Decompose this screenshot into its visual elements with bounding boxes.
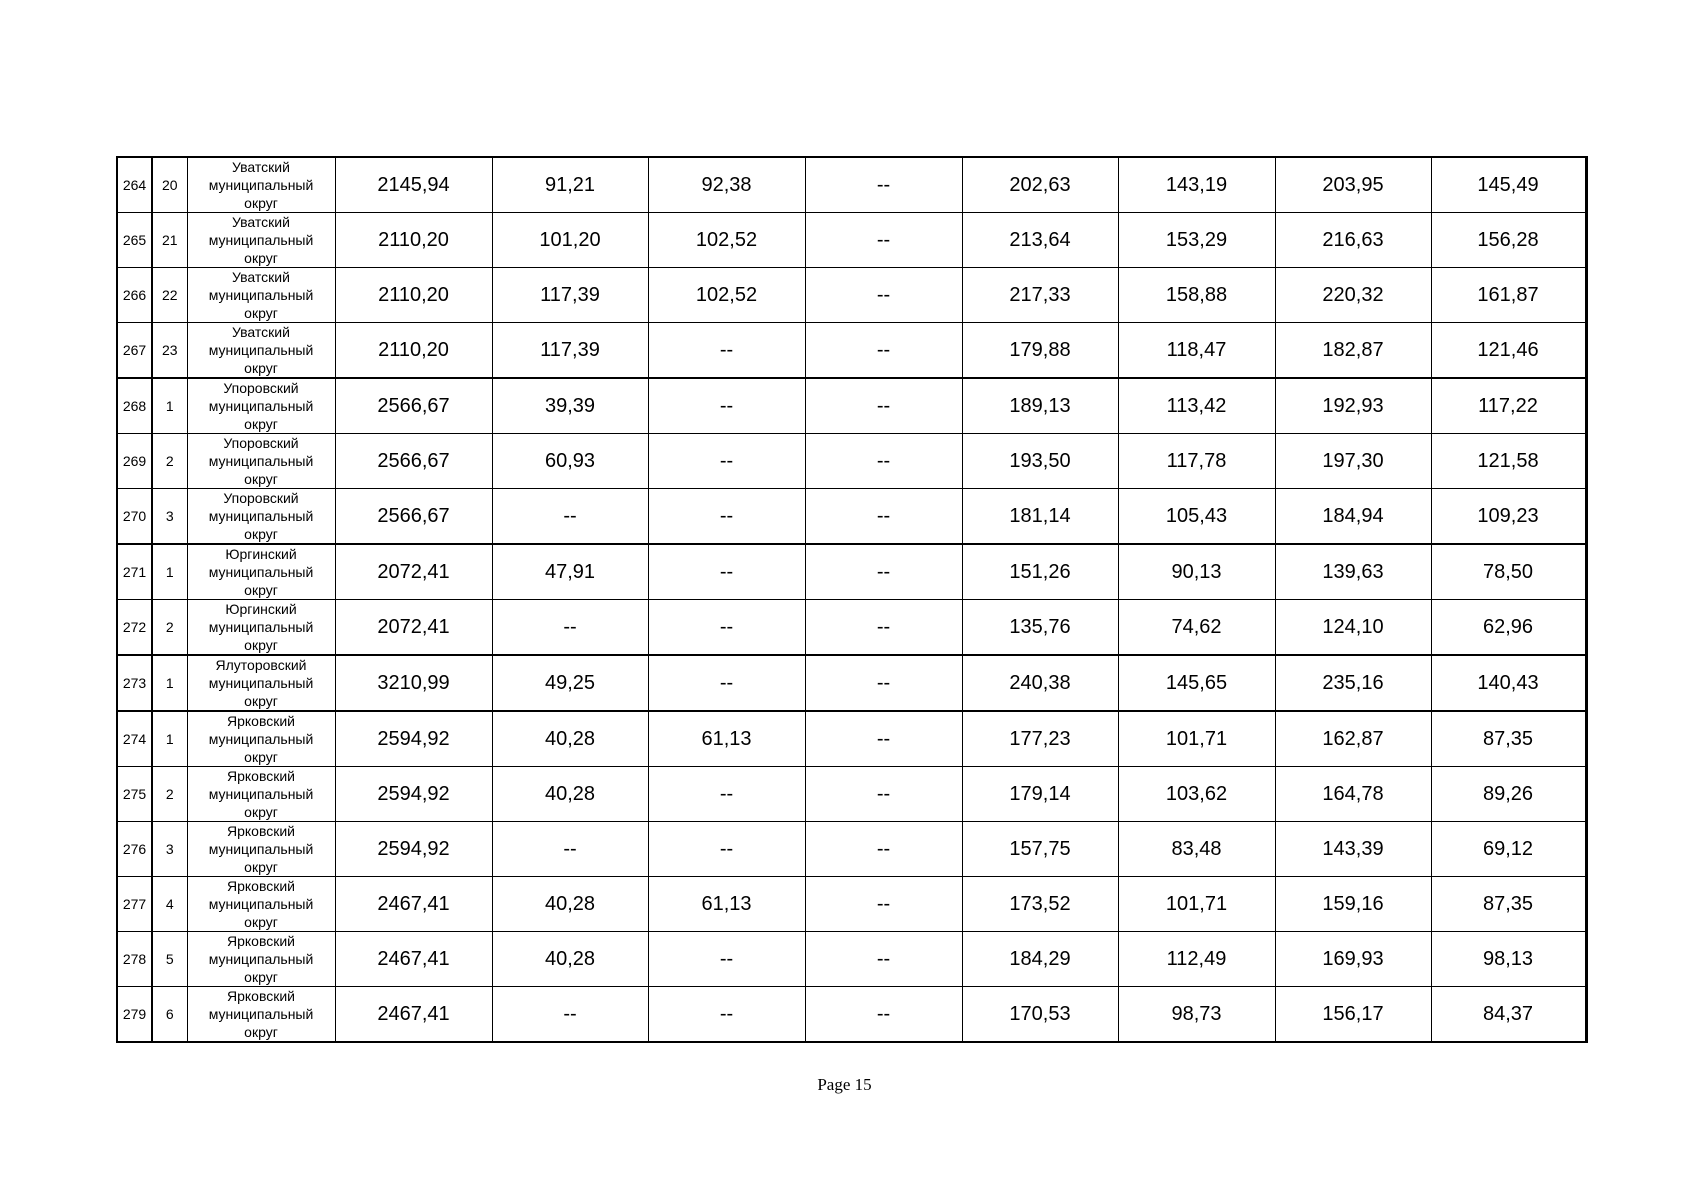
value-cell: -- — [648, 822, 805, 877]
sub-number-cell: 6 — [152, 987, 187, 1043]
value-cell: 182,87 — [1275, 323, 1431, 379]
municipality-name-cell — [187, 711, 335, 767]
value-cell: -- — [805, 767, 962, 822]
municipality-name-line: муниципальный — [208, 508, 314, 524]
value-cell: 140,43 — [1431, 655, 1586, 711]
value-cell: 184,29 — [962, 932, 1118, 987]
municipality-name-line: муниципальный — [208, 287, 314, 303]
municipality-name-line: муниципальный — [208, 786, 314, 802]
municipality-name-line: Упоровский — [223, 435, 299, 451]
value-cell: 156,17 — [1275, 987, 1431, 1043]
value-cell: 2566,67 — [335, 434, 492, 489]
value-cell: 145,65 — [1118, 655, 1275, 711]
value-cell: 197,30 — [1275, 434, 1431, 489]
municipality-name-line: Ярковский — [226, 988, 295, 1004]
value-cell: 143,19 — [1118, 157, 1275, 213]
table-row — [117, 655, 1586, 711]
value-cell: 92,38 — [648, 157, 805, 213]
municipality-name-cell — [187, 268, 335, 323]
table-row — [117, 711, 1586, 767]
value-cell: -- — [805, 600, 962, 656]
value-cell: -- — [805, 932, 962, 987]
municipality-name-cell — [187, 932, 335, 987]
value-cell: 60,93 — [492, 434, 648, 489]
sub-number-cell: 22 — [152, 268, 187, 323]
value-cell: 3210,99 — [335, 655, 492, 711]
row-number-cell: 274 — [117, 711, 152, 767]
municipality-name-line: округ — [244, 471, 278, 487]
municipality-name-line: округ — [244, 416, 278, 432]
row-number-cell: 271 — [117, 544, 152, 600]
value-cell: -- — [805, 268, 962, 323]
row-number-cell: 266 — [117, 268, 152, 323]
sub-number-cell: 4 — [152, 877, 187, 932]
municipality-name-cell — [187, 544, 335, 600]
row-number-cell: 278 — [117, 932, 152, 987]
value-cell: -- — [805, 378, 962, 434]
value-cell: -- — [648, 987, 805, 1043]
value-cell: -- — [648, 767, 805, 822]
row-number-cell: 272 — [117, 600, 152, 656]
municipality-name-cell — [187, 489, 335, 545]
municipality-name-line: округ — [244, 637, 278, 653]
municipality-name-line: округ — [244, 969, 278, 985]
row-number-cell: 273 — [117, 655, 152, 711]
municipality-name-cell — [187, 877, 335, 932]
value-cell: 40,28 — [492, 767, 648, 822]
municipality-name-line: муниципальный — [208, 675, 314, 691]
row-number-cell: 275 — [117, 767, 152, 822]
municipality-name-line: муниципальный — [208, 177, 314, 193]
value-cell: 40,28 — [492, 711, 648, 767]
page-number: Page 15 — [817, 1075, 872, 1094]
municipality-name-line: муниципальный — [208, 841, 314, 857]
value-cell: 179,88 — [962, 323, 1118, 379]
municipality-name-line: Ярковский — [226, 713, 295, 729]
municipality-name-cell — [187, 987, 335, 1043]
municipality-name-line: округ — [244, 859, 278, 875]
value-cell: -- — [805, 544, 962, 600]
value-cell: 109,23 — [1431, 489, 1586, 545]
sub-number-cell: 1 — [152, 655, 187, 711]
municipality-name-line: Уватский — [232, 159, 290, 175]
value-cell: 2110,20 — [335, 323, 492, 379]
value-cell: -- — [805, 987, 962, 1043]
municipality-name-line: Уватский — [232, 324, 290, 340]
municipality-name-line: муниципальный — [208, 564, 314, 580]
value-cell: 101,71 — [1118, 711, 1275, 767]
value-cell: 101,71 — [1118, 877, 1275, 932]
value-cell: 2145,94 — [335, 157, 492, 213]
value-cell: -- — [648, 655, 805, 711]
value-cell: 139,63 — [1275, 544, 1431, 600]
municipality-name-cell — [187, 213, 335, 268]
sub-number-cell: 1 — [152, 711, 187, 767]
value-cell: 158,88 — [1118, 268, 1275, 323]
table-body — [117, 157, 1586, 1042]
table-row — [117, 434, 1586, 489]
value-cell: 102,52 — [648, 268, 805, 323]
value-cell: 2594,92 — [335, 767, 492, 822]
value-cell: 2072,41 — [335, 600, 492, 656]
value-cell: 170,53 — [962, 987, 1118, 1043]
row-number-cell: 277 — [117, 877, 152, 932]
table-row — [117, 822, 1586, 877]
table-row — [117, 489, 1586, 545]
value-cell: 90,13 — [1118, 544, 1275, 600]
value-cell: 2467,41 — [335, 877, 492, 932]
table-row — [117, 378, 1586, 434]
municipality-name-line: Упоровский — [223, 380, 299, 396]
value-cell: 103,62 — [1118, 767, 1275, 822]
sub-number-cell: 2 — [152, 434, 187, 489]
municipality-name-line: Ярковский — [226, 823, 295, 839]
municipality-name-line: муниципальный — [208, 619, 314, 635]
municipality-name-cell — [187, 323, 335, 379]
value-cell: 153,29 — [1118, 213, 1275, 268]
value-cell: -- — [648, 434, 805, 489]
value-cell: 143,39 — [1275, 822, 1431, 877]
sub-number-cell: 2 — [152, 767, 187, 822]
value-cell: 83,48 — [1118, 822, 1275, 877]
value-cell: 177,23 — [962, 711, 1118, 767]
value-cell: -- — [805, 323, 962, 379]
sub-number-cell: 21 — [152, 213, 187, 268]
value-cell: -- — [805, 711, 962, 767]
value-cell: -- — [648, 600, 805, 656]
municipality-name-line: округ — [244, 914, 278, 930]
value-cell: 98,73 — [1118, 987, 1275, 1043]
row-number-cell: 269 — [117, 434, 152, 489]
value-cell: 117,22 — [1431, 378, 1586, 434]
value-cell: -- — [492, 600, 648, 656]
value-cell: 2594,92 — [335, 711, 492, 767]
table-row — [117, 767, 1586, 822]
value-cell: -- — [648, 323, 805, 379]
value-cell: 169,93 — [1275, 932, 1431, 987]
table-row — [117, 987, 1586, 1043]
value-cell: 47,91 — [492, 544, 648, 600]
sub-number-cell: 1 — [152, 378, 187, 434]
municipality-name-line: Ярковский — [226, 768, 295, 784]
value-cell: 113,42 — [1118, 378, 1275, 434]
value-cell: 216,63 — [1275, 213, 1431, 268]
municipality-name-line: муниципальный — [208, 1006, 314, 1022]
table-row — [117, 157, 1586, 213]
municipality-name-line: муниципальный — [208, 731, 314, 747]
value-cell: 179,14 — [962, 767, 1118, 822]
value-cell: 192,93 — [1275, 378, 1431, 434]
municipality-name-line: Юргинский — [225, 546, 297, 562]
value-cell: 162,87 — [1275, 711, 1431, 767]
value-cell: 189,13 — [962, 378, 1118, 434]
value-cell: 87,35 — [1431, 877, 1586, 932]
table-row — [117, 877, 1586, 932]
municipality-name-line: Уватский — [232, 269, 290, 285]
value-cell: 39,39 — [492, 378, 648, 434]
value-cell: -- — [805, 655, 962, 711]
value-cell: 121,58 — [1431, 434, 1586, 489]
municipality-name-line: Упоровский — [223, 490, 299, 506]
value-cell: 2467,41 — [335, 932, 492, 987]
value-cell: 157,75 — [962, 822, 1118, 877]
value-cell: 2566,67 — [335, 378, 492, 434]
value-cell: 87,35 — [1431, 711, 1586, 767]
value-cell: 161,87 — [1431, 268, 1586, 323]
value-cell: -- — [805, 157, 962, 213]
value-cell: 2467,41 — [335, 987, 492, 1043]
value-cell: 117,39 — [492, 268, 648, 323]
row-number-cell: 276 — [117, 822, 152, 877]
municipality-name-line: округ — [244, 749, 278, 765]
value-cell: 2594,92 — [335, 822, 492, 877]
value-cell: 145,49 — [1431, 157, 1586, 213]
sub-number-cell: 20 — [152, 157, 187, 213]
municipality-name-line: округ — [244, 804, 278, 820]
table-row — [117, 213, 1586, 268]
value-cell: 164,78 — [1275, 767, 1431, 822]
value-cell: 89,26 — [1431, 767, 1586, 822]
sub-number-cell: 3 — [152, 489, 187, 545]
row-number-cell: 270 — [117, 489, 152, 545]
value-cell: -- — [492, 822, 648, 877]
value-cell: -- — [805, 434, 962, 489]
municipality-name-line: муниципальный — [208, 232, 314, 248]
municipality-name-line: муниципальный — [208, 951, 314, 967]
municipality-name-line: муниципальный — [208, 453, 314, 469]
value-cell: 69,12 — [1431, 822, 1586, 877]
municipality-name-line: Ярковский — [226, 878, 295, 894]
value-cell: 151,26 — [962, 544, 1118, 600]
municipality-name-line: округ — [244, 305, 278, 321]
value-cell: 61,13 — [648, 877, 805, 932]
municipality-name-cell — [187, 434, 335, 489]
value-cell: -- — [648, 489, 805, 545]
municipality-name-line: Ялуторовский — [215, 657, 307, 673]
value-cell: 84,37 — [1431, 987, 1586, 1043]
value-cell: 121,46 — [1431, 323, 1586, 379]
value-cell: 202,63 — [962, 157, 1118, 213]
value-cell: 2110,20 — [335, 213, 492, 268]
value-cell: 118,47 — [1118, 323, 1275, 379]
value-cell: 156,28 — [1431, 213, 1586, 268]
municipality-name-cell — [187, 378, 335, 434]
value-cell: -- — [805, 822, 962, 877]
value-cell: 124,10 — [1275, 600, 1431, 656]
municipality-name-cell — [187, 767, 335, 822]
row-number-cell: 265 — [117, 213, 152, 268]
value-cell: 184,94 — [1275, 489, 1431, 545]
sub-number-cell: 1 — [152, 544, 187, 600]
municipality-name-line: округ — [244, 250, 278, 266]
row-number-cell: 279 — [117, 987, 152, 1043]
value-cell: -- — [805, 489, 962, 545]
municipality-name-line: муниципальный — [208, 896, 314, 912]
value-cell: 220,32 — [1275, 268, 1431, 323]
municipality-name-cell — [187, 822, 335, 877]
value-cell: -- — [648, 932, 805, 987]
value-cell: -- — [492, 489, 648, 545]
value-cell: 235,16 — [1275, 655, 1431, 711]
value-cell: 159,16 — [1275, 877, 1431, 932]
municipality-name-line: округ — [244, 360, 278, 376]
municipality-name-cell — [187, 157, 335, 213]
row-number-cell: 268 — [117, 378, 152, 434]
value-cell: 240,38 — [962, 655, 1118, 711]
value-cell: -- — [648, 378, 805, 434]
value-cell: -- — [805, 877, 962, 932]
municipality-name-line: Уватский — [232, 214, 290, 230]
value-cell: 173,52 — [962, 877, 1118, 932]
value-cell: 203,95 — [1275, 157, 1431, 213]
municipality-name-line: муниципальный — [208, 342, 314, 358]
municipality-name-line: Юргинский — [225, 601, 297, 617]
value-cell: -- — [805, 213, 962, 268]
value-cell: 117,78 — [1118, 434, 1275, 489]
value-cell: 61,13 — [648, 711, 805, 767]
value-cell: 40,28 — [492, 877, 648, 932]
sub-number-cell: 3 — [152, 822, 187, 877]
value-cell: 193,50 — [962, 434, 1118, 489]
value-cell: 2110,20 — [335, 268, 492, 323]
value-cell: 135,76 — [962, 600, 1118, 656]
municipality-name-line: округ — [244, 195, 278, 211]
municipality-name-line: округ — [244, 1024, 278, 1040]
row-number-cell: 264 — [117, 157, 152, 213]
municipality-name-line: Ярковский — [226, 933, 295, 949]
table-row — [117, 544, 1586, 600]
value-cell: 62,96 — [1431, 600, 1586, 656]
tariff-table — [116, 156, 1588, 1043]
municipality-name-line: округ — [244, 526, 278, 542]
municipality-name-line: округ — [244, 582, 278, 598]
sub-number-cell: 2 — [152, 600, 187, 656]
sub-number-cell: 23 — [152, 323, 187, 379]
value-cell: 213,64 — [962, 213, 1118, 268]
value-cell: 105,43 — [1118, 489, 1275, 545]
value-cell: -- — [492, 987, 648, 1043]
municipality-name-cell — [187, 655, 335, 711]
value-cell: 78,50 — [1431, 544, 1586, 600]
value-cell: 49,25 — [492, 655, 648, 711]
municipality-name-line: муниципальный — [208, 398, 314, 414]
value-cell: 40,28 — [492, 932, 648, 987]
municipality-name-cell — [187, 600, 335, 656]
value-cell: 101,20 — [492, 213, 648, 268]
value-cell: 2566,67 — [335, 489, 492, 545]
value-cell: 74,62 — [1118, 600, 1275, 656]
value-cell: -- — [648, 544, 805, 600]
value-cell: 117,39 — [492, 323, 648, 379]
table-row — [117, 323, 1586, 379]
value-cell: 91,21 — [492, 157, 648, 213]
row-number-cell: 267 — [117, 323, 152, 379]
value-cell: 102,52 — [648, 213, 805, 268]
value-cell: 181,14 — [962, 489, 1118, 545]
table-row — [117, 932, 1586, 987]
sub-number-cell: 5 — [152, 932, 187, 987]
value-cell: 112,49 — [1118, 932, 1275, 987]
value-cell: 217,33 — [962, 268, 1118, 323]
value-cell: 2072,41 — [335, 544, 492, 600]
municipality-name-line: округ — [244, 693, 278, 709]
table-row — [117, 600, 1586, 656]
value-cell: 98,13 — [1431, 932, 1586, 987]
table-row — [117, 268, 1586, 323]
